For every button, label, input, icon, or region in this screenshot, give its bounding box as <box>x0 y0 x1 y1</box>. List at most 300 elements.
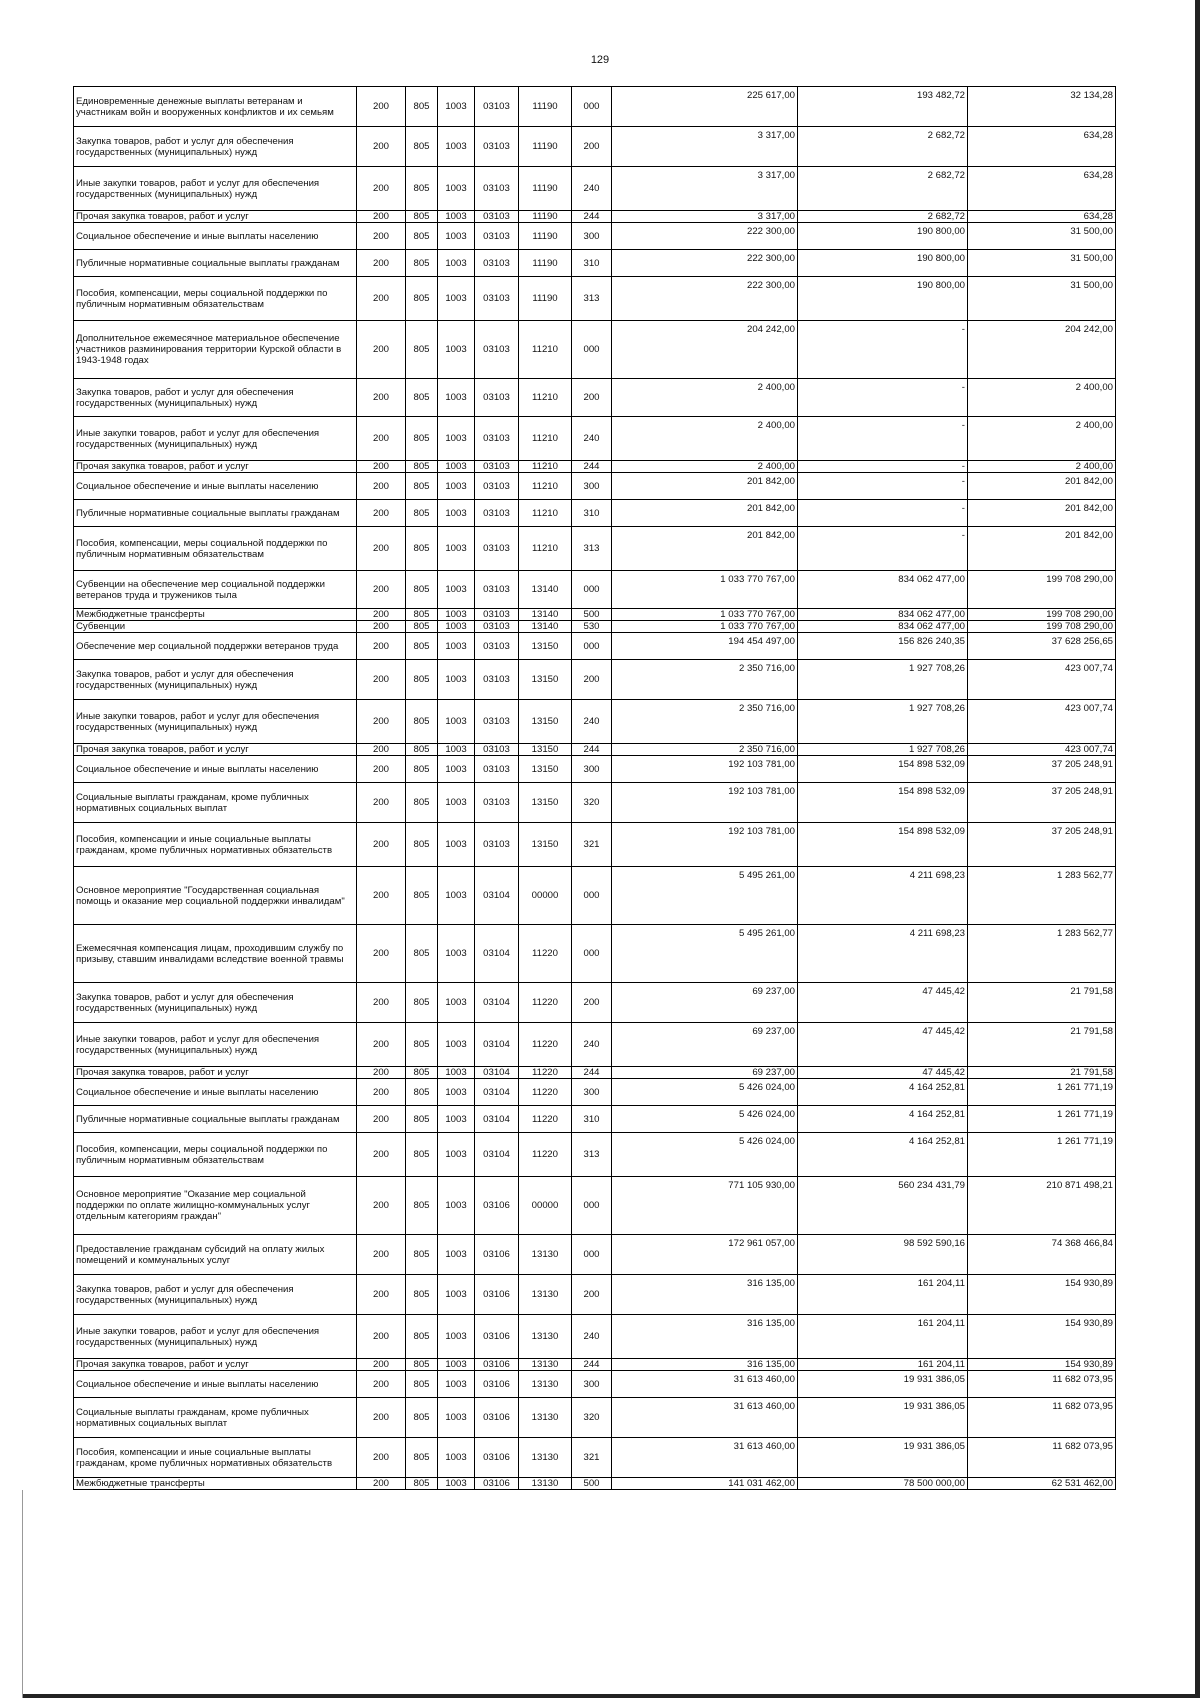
cell-value-3: 21 791,58 <box>968 1067 1116 1079</box>
cell-code-6: 240 <box>572 700 612 744</box>
table-row <box>74 500 1116 527</box>
cell-name: Иные закупки товаров, работ и услуг для обеспечения государственных (муниципальных) нужд <box>74 417 357 461</box>
cell-code-3: 1003 <box>438 1398 475 1438</box>
cell-value-3: 37 205 248,91 <box>968 756 1116 783</box>
cell-name: Закупка товаров, работ и услуг для обеспечения государственных (муниципальных) нужд <box>74 983 357 1023</box>
cell-code-5: 11220 <box>519 1067 572 1079</box>
cell-name: Пособия, компенсации и иные социальные выплаты гражданам, кроме публичных нормативных обязательств <box>74 823 357 867</box>
cell-code-2: 805 <box>406 127 438 167</box>
cell-code-6: 240 <box>572 1315 612 1359</box>
cell-value-1: 69 237,00 <box>612 1023 798 1067</box>
cell-code-3: 1003 <box>438 87 475 127</box>
cell-name: Прочая закупка товаров, работ и услуг <box>74 744 357 756</box>
cell-value-2: 47 445,42 <box>798 983 968 1023</box>
cell-code-4: 03103 <box>475 609 519 621</box>
cell-code-4: 03106 <box>475 1438 519 1478</box>
cell-code-6: 240 <box>572 167 612 211</box>
cell-code-2: 805 <box>406 1275 438 1315</box>
table-row <box>74 609 1116 621</box>
cell-value-3: 11 682 073,95 <box>968 1438 1116 1478</box>
cell-value-2: 19 931 386,05 <box>798 1371 968 1398</box>
cell-name: Основное мероприятие "Государственная социальная помощь и оказание мер социальной поддержки инвалидам" <box>74 867 357 925</box>
cell-code-1: 200 <box>357 1106 406 1133</box>
cell-value-2: 98 592 590,16 <box>798 1235 968 1275</box>
cell-value-2: 4 164 252,81 <box>798 1106 968 1133</box>
cell-code-1: 200 <box>357 461 406 473</box>
cell-code-1: 200 <box>357 1275 406 1315</box>
cell-code-4: 03104 <box>475 1023 519 1067</box>
cell-value-2: 19 931 386,05 <box>798 1398 968 1438</box>
cell-value-3: 74 368 466,84 <box>968 1235 1116 1275</box>
table-row <box>74 127 1116 167</box>
cell-code-1: 200 <box>357 1235 406 1275</box>
cell-name: Иные закупки товаров, работ и услуг для обеспечения государственных (муниципальных) нужд <box>74 700 357 744</box>
cell-value-1: 2 400,00 <box>612 461 798 473</box>
cell-code-5: 11210 <box>519 527 572 571</box>
cell-code-4: 03103 <box>475 223 519 250</box>
cell-code-1: 200 <box>357 700 406 744</box>
cell-code-3: 1003 <box>438 925 475 983</box>
table-row <box>74 1359 1116 1371</box>
cell-code-1: 200 <box>357 321 406 379</box>
cell-code-2: 805 <box>406 461 438 473</box>
cell-code-4: 03104 <box>475 867 519 925</box>
cell-code-1: 200 <box>357 1478 406 1490</box>
cell-code-3: 1003 <box>438 1478 475 1490</box>
cell-code-6: 313 <box>572 1133 612 1177</box>
cell-value-2: 834 062 477,00 <box>798 571 968 609</box>
cell-value-2: 154 898 532,09 <box>798 783 968 823</box>
cell-value-1: 31 613 460,00 <box>612 1438 798 1478</box>
cell-code-2: 805 <box>406 1235 438 1275</box>
cell-code-4: 03103 <box>475 633 519 660</box>
table-row <box>74 223 1116 250</box>
cell-code-2: 805 <box>406 867 438 925</box>
table-row <box>74 1275 1116 1315</box>
cell-code-3: 1003 <box>438 1106 475 1133</box>
cell-code-2: 805 <box>406 1023 438 1067</box>
cell-code-2: 805 <box>406 223 438 250</box>
table-row <box>74 1438 1116 1478</box>
cell-code-1: 200 <box>357 756 406 783</box>
cell-name: Ежемесячная компенсация лицам, проходившим службу по призыву, ставшим инвалидами вследствие военной травмы <box>74 925 357 983</box>
cell-value-2: 47 445,42 <box>798 1067 968 1079</box>
cell-code-3: 1003 <box>438 609 475 621</box>
cell-name: Иные закупки товаров, работ и услуг для обеспечения государственных (муниципальных) нужд <box>74 1023 357 1067</box>
cell-code-6: 000 <box>572 925 612 983</box>
table-row <box>74 1023 1116 1067</box>
cell-code-1: 200 <box>357 417 406 461</box>
cell-code-3: 1003 <box>438 633 475 660</box>
cell-code-5: 13140 <box>519 571 572 609</box>
cell-value-3: 2 400,00 <box>968 417 1116 461</box>
cell-code-5: 13150 <box>519 660 572 700</box>
cell-code-5: 11210 <box>519 500 572 527</box>
cell-code-1: 200 <box>357 621 406 633</box>
cell-value-3: 31 500,00 <box>968 223 1116 250</box>
cell-code-5: 13130 <box>519 1235 572 1275</box>
cell-value-1: 225 617,00 <box>612 87 798 127</box>
cell-value-3: 21 791,58 <box>968 983 1116 1023</box>
cell-code-2: 805 <box>406 250 438 277</box>
cell-code-5: 00000 <box>519 867 572 925</box>
cell-code-5: 13130 <box>519 1478 572 1490</box>
cell-value-1: 1 033 770 767,00 <box>612 609 798 621</box>
cell-value-1: 5 426 024,00 <box>612 1106 798 1133</box>
cell-code-1: 200 <box>357 983 406 1023</box>
cell-value-1: 2 400,00 <box>612 417 798 461</box>
cell-code-3: 1003 <box>438 1371 475 1398</box>
cell-code-5: 11220 <box>519 1133 572 1177</box>
cell-name: Социальное обеспечение и иные выплаты населению <box>74 223 357 250</box>
cell-value-1: 316 135,00 <box>612 1275 798 1315</box>
cell-code-3: 1003 <box>438 223 475 250</box>
cell-name: Пособия, компенсации, меры социальной поддержки по публичным нормативным обязательствам <box>74 1133 357 1177</box>
cell-code-6: 313 <box>572 277 612 321</box>
cell-code-6: 244 <box>572 211 612 223</box>
cell-code-6: 244 <box>572 1067 612 1079</box>
cell-code-1: 200 <box>357 87 406 127</box>
cell-code-6: 321 <box>572 823 612 867</box>
cell-value-2: 4 164 252,81 <box>798 1133 968 1177</box>
cell-value-3: 634,28 <box>968 167 1116 211</box>
table-row <box>74 983 1116 1023</box>
cell-code-2: 805 <box>406 925 438 983</box>
table-row <box>74 277 1116 321</box>
cell-name: Предоставление гражданам субсидий на оплату жилых помещений и коммунальных услуг <box>74 1235 357 1275</box>
cell-code-4: 03106 <box>475 1275 519 1315</box>
table-row <box>74 250 1116 277</box>
cell-code-6: 200 <box>572 983 612 1023</box>
cell-code-3: 1003 <box>438 211 475 223</box>
cell-code-6: 300 <box>572 473 612 500</box>
cell-value-1: 316 135,00 <box>612 1359 798 1371</box>
cell-code-5: 13130 <box>519 1315 572 1359</box>
table-row <box>74 87 1116 127</box>
cell-name: Социальное обеспечение и иные выплаты населению <box>74 1371 357 1398</box>
cell-code-2: 805 <box>406 1079 438 1106</box>
cell-value-1: 201 842,00 <box>612 500 798 527</box>
cell-code-1: 200 <box>357 1133 406 1177</box>
table-row <box>74 1478 1116 1490</box>
cell-value-1: 31 613 460,00 <box>612 1371 798 1398</box>
cell-code-2: 805 <box>406 1133 438 1177</box>
cell-code-1: 200 <box>357 277 406 321</box>
cell-code-5: 11210 <box>519 379 572 417</box>
cell-name: Пособия, компенсации, меры социальной поддержки по публичным нормативным обязательствам <box>74 277 357 321</box>
cell-code-2: 805 <box>406 87 438 127</box>
cell-name: Межбюджетные трансферты <box>74 1478 357 1490</box>
cell-code-5: 13150 <box>519 700 572 744</box>
cell-code-3: 1003 <box>438 1359 475 1371</box>
cell-value-3: 31 500,00 <box>968 277 1116 321</box>
cell-code-6: 310 <box>572 500 612 527</box>
cell-code-3: 1003 <box>438 250 475 277</box>
cell-value-2: 156 826 240,35 <box>798 633 968 660</box>
cell-code-3: 1003 <box>438 823 475 867</box>
cell-code-5: 13150 <box>519 756 572 783</box>
cell-value-3: 423 007,74 <box>968 700 1116 744</box>
cell-value-3: 1 261 771,19 <box>968 1106 1116 1133</box>
cell-code-4: 03103 <box>475 321 519 379</box>
cell-code-1: 200 <box>357 925 406 983</box>
cell-value-2: - <box>798 417 968 461</box>
table-row <box>74 867 1116 925</box>
cell-code-3: 1003 <box>438 1067 475 1079</box>
cell-value-2: 19 931 386,05 <box>798 1438 968 1478</box>
cell-code-3: 1003 <box>438 744 475 756</box>
table-row <box>74 744 1116 756</box>
table-row <box>74 633 1116 660</box>
cell-code-5: 11190 <box>519 250 572 277</box>
table-row <box>74 461 1116 473</box>
cell-name: Субвенции на обеспечение мер социальной поддержки ветеранов труда и тружеников тыла <box>74 571 357 609</box>
cell-code-2: 805 <box>406 500 438 527</box>
cell-code-5: 13140 <box>519 621 572 633</box>
cell-code-6: 321 <box>572 1438 612 1478</box>
cell-code-4: 03104 <box>475 1067 519 1079</box>
cell-value-3: 21 791,58 <box>968 1023 1116 1067</box>
cell-code-6: 313 <box>572 527 612 571</box>
cell-value-3: 11 682 073,95 <box>968 1371 1116 1398</box>
cell-value-3: 1 283 562,77 <box>968 867 1116 925</box>
cell-code-5: 11210 <box>519 473 572 500</box>
cell-code-1: 200 <box>357 633 406 660</box>
cell-value-3: 199 708 290,00 <box>968 609 1116 621</box>
cell-code-4: 03106 <box>475 1478 519 1490</box>
cell-code-4: 03106 <box>475 1315 519 1359</box>
cell-code-4: 03104 <box>475 1079 519 1106</box>
cell-code-5: 13130 <box>519 1275 572 1315</box>
cell-value-3: 201 842,00 <box>968 527 1116 571</box>
cell-value-1: 69 237,00 <box>612 983 798 1023</box>
cell-code-6: 300 <box>572 1079 612 1106</box>
cell-code-1: 200 <box>357 660 406 700</box>
cell-code-5: 13130 <box>519 1359 572 1371</box>
cell-value-2: 190 800,00 <box>798 277 968 321</box>
cell-code-1: 200 <box>357 1067 406 1079</box>
cell-value-2: 154 898 532,09 <box>798 823 968 867</box>
cell-name: Единовременные денежные выплаты ветеранам и участникам войн и вооруженных конфликтов и их семьям <box>74 87 357 127</box>
cell-code-5: 00000 <box>519 1177 572 1235</box>
cell-value-3: 154 930,89 <box>968 1359 1116 1371</box>
cell-code-6: 200 <box>572 127 612 167</box>
cell-name: Закупка товаров, работ и услуг для обеспечения государственных (муниципальных) нужд <box>74 127 357 167</box>
cell-name: Закупка товаров, работ и услуг для обеспечения государственных (муниципальных) нужд <box>74 379 357 417</box>
table-body <box>74 87 1116 1490</box>
cell-value-1: 5 495 261,00 <box>612 867 798 925</box>
cell-name: Закупка товаров, работ и услуг для обеспечения государственных (муниципальных) нужд <box>74 1275 357 1315</box>
cell-code-5: 11190 <box>519 167 572 211</box>
cell-name: Иные закупки товаров, работ и услуг для обеспечения государственных (муниципальных) нужд <box>74 1315 357 1359</box>
cell-code-1: 200 <box>357 127 406 167</box>
table-row <box>74 527 1116 571</box>
cell-value-2: 47 445,42 <box>798 1023 968 1067</box>
table-row <box>74 1371 1116 1398</box>
cell-code-1: 200 <box>357 1023 406 1067</box>
cell-value-1: 204 242,00 <box>612 321 798 379</box>
table-row <box>74 1235 1116 1275</box>
cell-code-4: 03103 <box>475 527 519 571</box>
cell-code-2: 805 <box>406 277 438 321</box>
cell-code-2: 805 <box>406 983 438 1023</box>
cell-code-6: 000 <box>572 87 612 127</box>
cell-code-1: 200 <box>357 500 406 527</box>
cell-code-4: 03104 <box>475 983 519 1023</box>
table-row <box>74 1315 1116 1359</box>
cell-code-2: 805 <box>406 621 438 633</box>
cell-value-2: 4 211 698,23 <box>798 925 968 983</box>
cell-code-2: 805 <box>406 571 438 609</box>
cell-value-2: 78 500 000,00 <box>798 1478 968 1490</box>
cell-code-2: 805 <box>406 744 438 756</box>
table-row <box>74 925 1116 983</box>
cell-name: Прочая закупка товаров, работ и услуг <box>74 1359 357 1371</box>
cell-code-5: 13130 <box>519 1398 572 1438</box>
cell-code-2: 805 <box>406 1067 438 1079</box>
cell-code-2: 805 <box>406 211 438 223</box>
cell-code-2: 805 <box>406 1106 438 1133</box>
cell-code-4: 03106 <box>475 1235 519 1275</box>
cell-code-1: 200 <box>357 783 406 823</box>
cell-name: Обеспечение мер социальной поддержки ветеранов труда <box>74 633 357 660</box>
cell-code-5: 13150 <box>519 783 572 823</box>
cell-code-5: 11220 <box>519 925 572 983</box>
cell-value-3: 62 531 462,00 <box>968 1478 1116 1490</box>
cell-value-1: 771 105 930,00 <box>612 1177 798 1235</box>
table-row <box>74 823 1116 867</box>
cell-code-3: 1003 <box>438 167 475 211</box>
cell-code-1: 200 <box>357 527 406 571</box>
cell-value-1: 192 103 781,00 <box>612 823 798 867</box>
table-row <box>74 783 1116 823</box>
cell-code-3: 1003 <box>438 379 475 417</box>
cell-code-4: 03103 <box>475 823 519 867</box>
cell-code-1: 200 <box>357 223 406 250</box>
cell-code-4: 03106 <box>475 1177 519 1235</box>
cell-value-2: 1 927 708,26 <box>798 660 968 700</box>
cell-value-1: 172 961 057,00 <box>612 1235 798 1275</box>
cell-code-5: 11190 <box>519 277 572 321</box>
cell-value-3: 11 682 073,95 <box>968 1398 1116 1438</box>
cell-value-1: 5 426 024,00 <box>612 1079 798 1106</box>
cell-name: Социальное обеспечение и иные выплаты населению <box>74 1079 357 1106</box>
cell-code-5: 13130 <box>519 1371 572 1398</box>
cell-code-2: 805 <box>406 1177 438 1235</box>
cell-code-1: 200 <box>357 744 406 756</box>
cell-value-3: 423 007,74 <box>968 660 1116 700</box>
cell-code-4: 03103 <box>475 500 519 527</box>
cell-code-3: 1003 <box>438 660 475 700</box>
cell-value-3: 32 134,28 <box>968 87 1116 127</box>
cell-value-3: 1 261 771,19 <box>968 1079 1116 1106</box>
cell-code-2: 805 <box>406 1478 438 1490</box>
cell-value-2: 2 682,72 <box>798 211 968 223</box>
table-row <box>74 621 1116 633</box>
cell-value-3: 31 500,00 <box>968 250 1116 277</box>
cell-name: Дополнительное ежемесячное материальное обеспечение участников разминирования территории Курской области в 1943-1948 годах <box>74 321 357 379</box>
page-edge-bottom <box>22 1694 1200 1698</box>
cell-code-2: 805 <box>406 660 438 700</box>
cell-code-6: 000 <box>572 1235 612 1275</box>
cell-value-3: 199 708 290,00 <box>968 571 1116 609</box>
cell-code-3: 1003 <box>438 500 475 527</box>
table-row <box>74 417 1116 461</box>
cell-code-3: 1003 <box>438 1177 475 1235</box>
cell-code-1: 200 <box>357 823 406 867</box>
cell-value-2: - <box>798 461 968 473</box>
cell-value-1: 2 350 716,00 <box>612 660 798 700</box>
cell-name: Субвенции <box>74 621 357 633</box>
cell-code-6: 200 <box>572 1275 612 1315</box>
cell-code-2: 805 <box>406 756 438 783</box>
cell-code-6: 310 <box>572 1106 612 1133</box>
cell-value-2: 193 482,72 <box>798 87 968 127</box>
cell-value-2: 161 204,11 <box>798 1359 968 1371</box>
cell-code-5: 13150 <box>519 823 572 867</box>
cell-code-1: 200 <box>357 1438 406 1478</box>
table-row <box>74 1106 1116 1133</box>
cell-code-4: 03104 <box>475 925 519 983</box>
cell-name: Прочая закупка товаров, работ и услуг <box>74 211 357 223</box>
cell-code-2: 805 <box>406 379 438 417</box>
cell-code-2: 805 <box>406 633 438 660</box>
cell-value-2: 4 211 698,23 <box>798 867 968 925</box>
table-row <box>74 1398 1116 1438</box>
cell-code-2: 805 <box>406 783 438 823</box>
cell-value-2: - <box>798 379 968 417</box>
cell-code-6: 240 <box>572 1023 612 1067</box>
cell-code-6: 240 <box>572 417 612 461</box>
cell-code-4: 03103 <box>475 744 519 756</box>
cell-code-6: 530 <box>572 621 612 633</box>
cell-value-1: 69 237,00 <box>612 1067 798 1079</box>
cell-code-2: 805 <box>406 167 438 211</box>
cell-value-2: 190 800,00 <box>798 223 968 250</box>
cell-code-2: 805 <box>406 1438 438 1478</box>
cell-value-1: 5 426 024,00 <box>612 1133 798 1177</box>
cell-code-5: 11220 <box>519 1023 572 1067</box>
cell-code-3: 1003 <box>438 1133 475 1177</box>
cell-code-2: 805 <box>406 527 438 571</box>
cell-value-3: 634,28 <box>968 211 1116 223</box>
cell-value-1: 316 135,00 <box>612 1315 798 1359</box>
cell-value-1: 1 033 770 767,00 <box>612 621 798 633</box>
cell-value-1: 201 842,00 <box>612 473 798 500</box>
cell-code-1: 200 <box>357 167 406 211</box>
cell-code-3: 1003 <box>438 867 475 925</box>
cell-code-6: 300 <box>572 223 612 250</box>
cell-value-2: - <box>798 473 968 500</box>
page-number: 129 <box>590 54 610 66</box>
cell-value-1: 2 350 716,00 <box>612 700 798 744</box>
cell-code-4: 03106 <box>475 1371 519 1398</box>
cell-code-6: 244 <box>572 744 612 756</box>
cell-code-4: 03104 <box>475 1106 519 1133</box>
budget-table <box>73 86 1116 1490</box>
table-row <box>74 1133 1116 1177</box>
cell-value-2: 161 204,11 <box>798 1315 968 1359</box>
cell-value-2: - <box>798 527 968 571</box>
cell-code-6: 244 <box>572 1359 612 1371</box>
cell-value-2: 834 062 477,00 <box>798 621 968 633</box>
cell-code-5: 11190 <box>519 127 572 167</box>
table-row <box>74 1067 1116 1079</box>
cell-code-5: 13130 <box>519 1438 572 1478</box>
cell-value-1: 192 103 781,00 <box>612 783 798 823</box>
table-row <box>74 660 1116 700</box>
cell-code-4: 03103 <box>475 700 519 744</box>
